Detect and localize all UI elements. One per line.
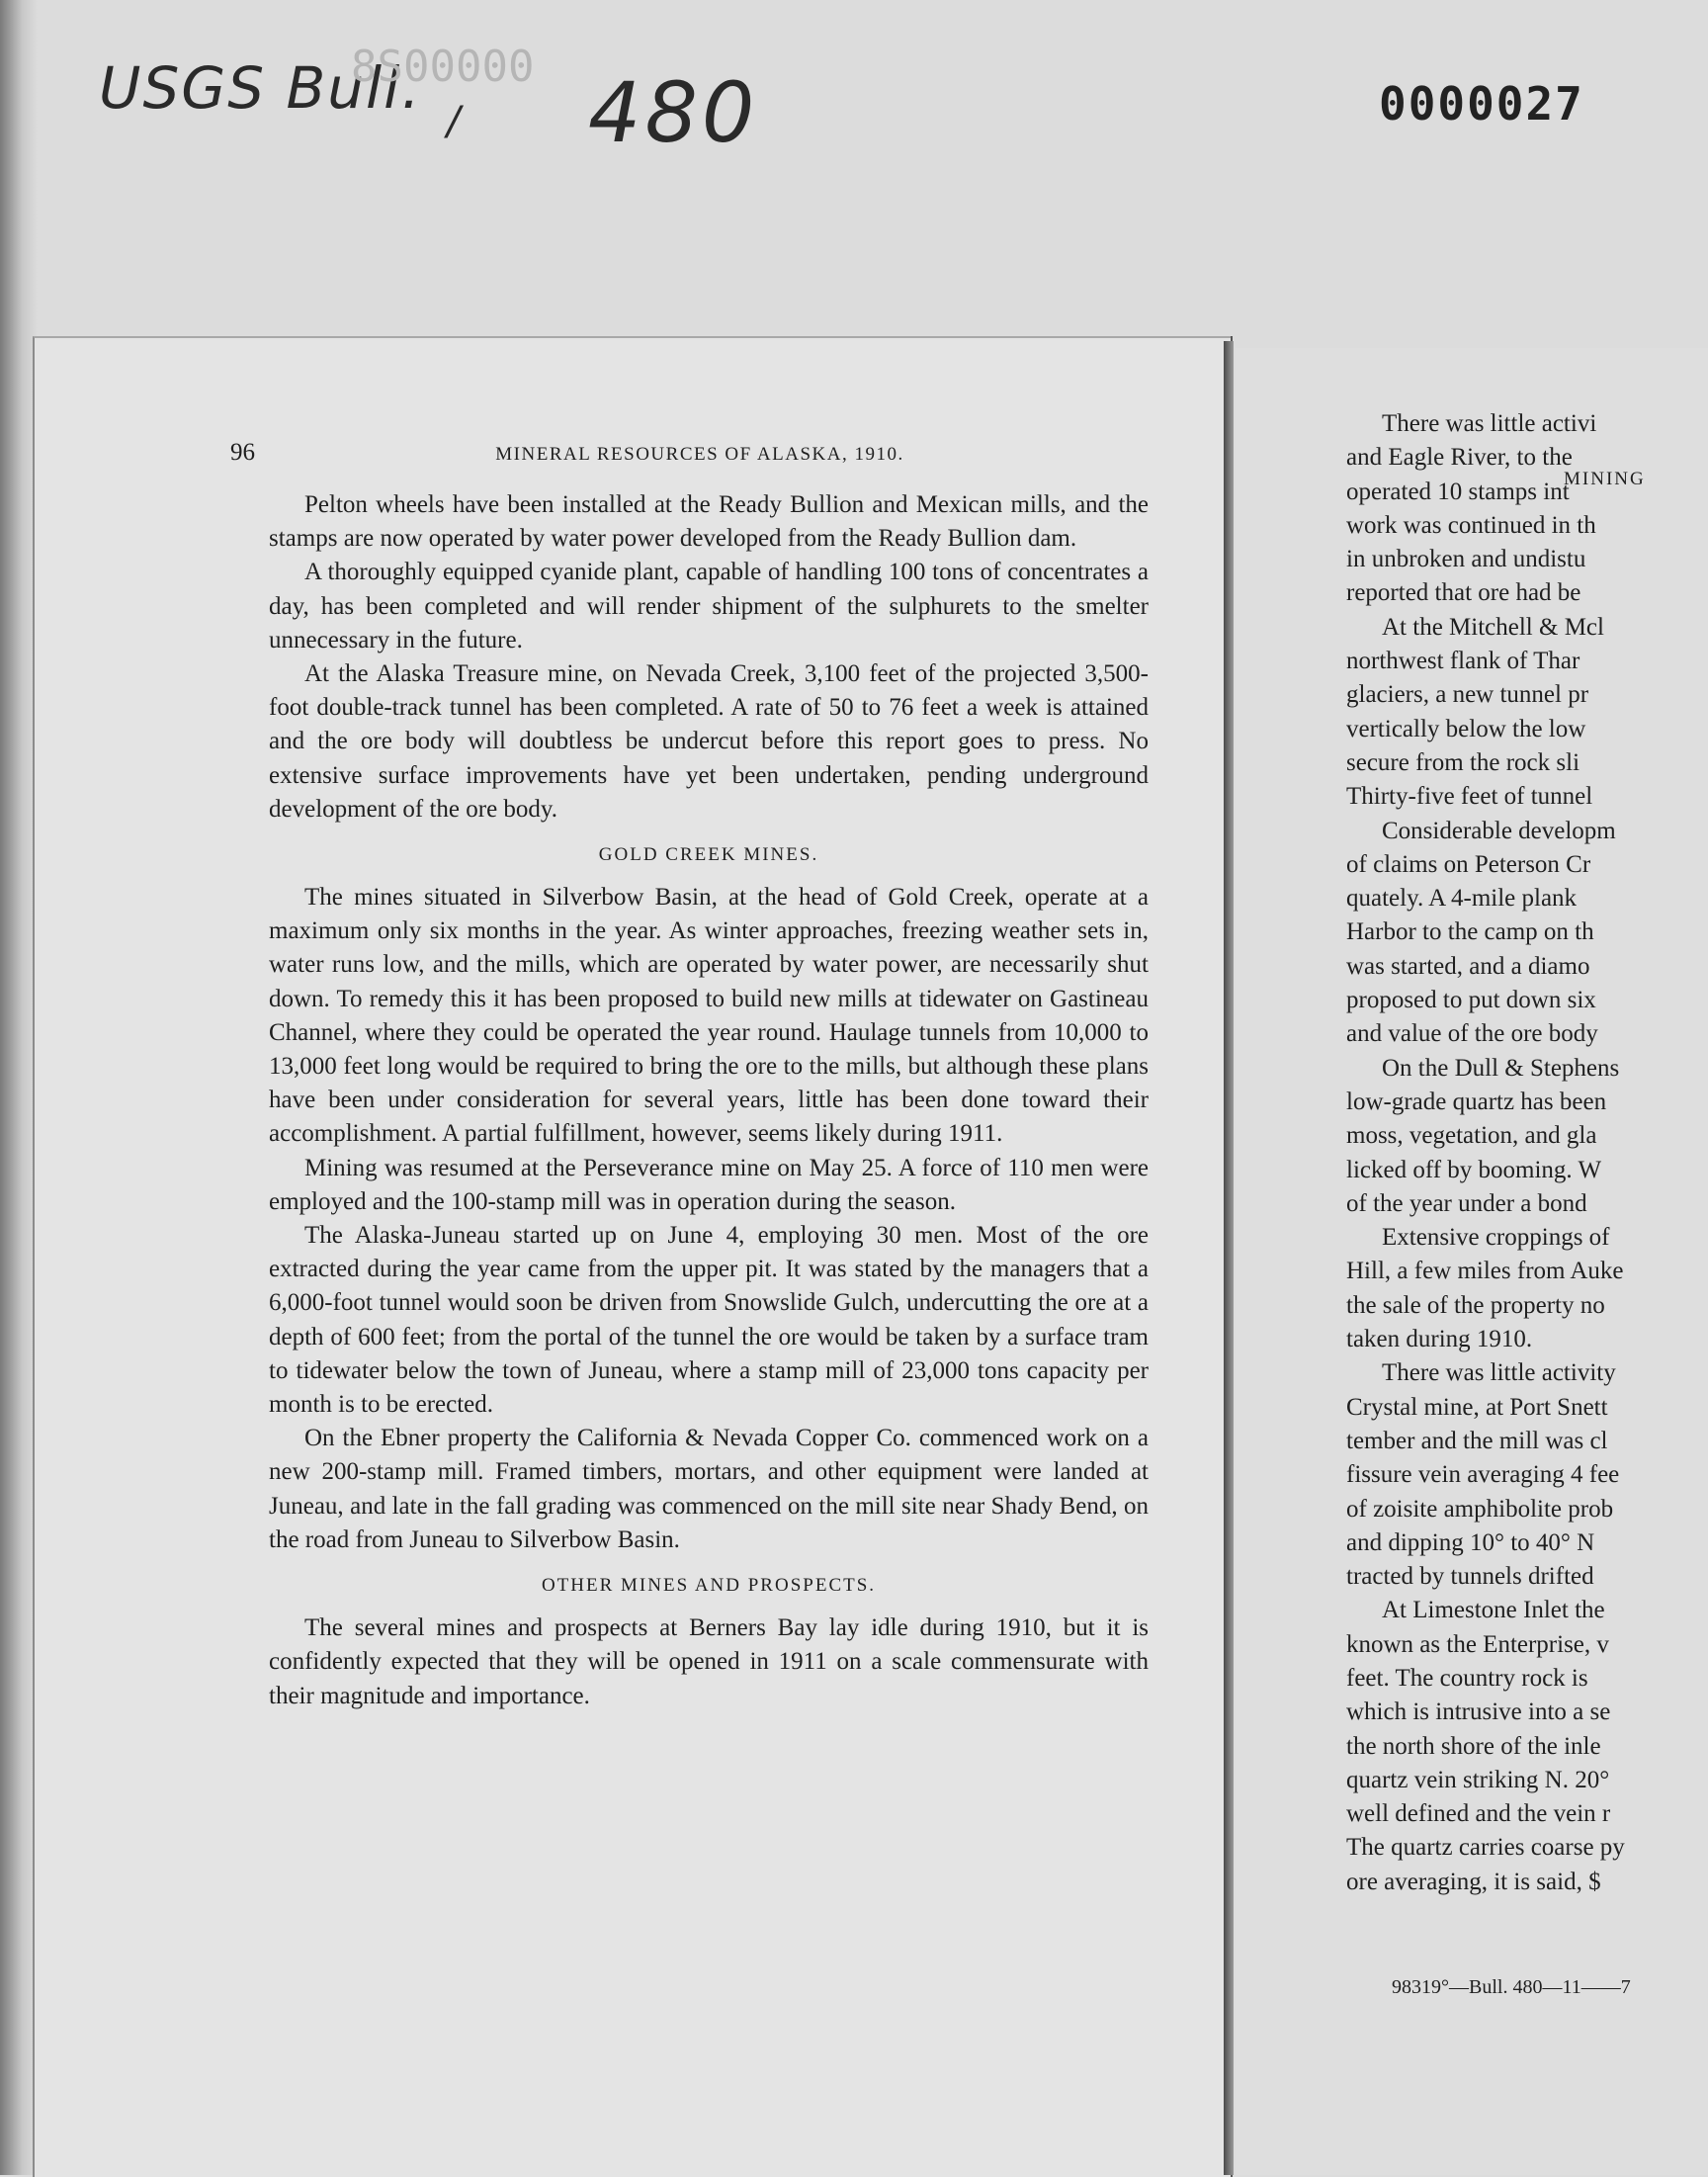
text-line: reported that ore had be [1346,579,1581,607]
text-line: Extensive croppings of [1382,1224,1610,1252]
right-page-body [1346,407,1708,1899]
handwritten-bulletin-number: 480 [588,64,759,161]
left-page [33,336,1231,2177]
paragraph: The mines situated in Silverbow Basin, at the head of Gold Creek, operate at a maximum only six months in the year. As winter approaches, freezing weather sets in, water runs low, and the mills, which are operated by water power, are necessarily shut down. To remedy this it has been proposed to build new mills at tidewater on Gastineau Channel, where they could be operated the year round. Haulage tunnels from 10,000 to 13,000 feet long would be required to bring the ore to the mills, but although these plans have been under consideration for several years, little has been done toward their accomplishment. A partial fulfillment, however, seems likely during 1911. [269,884,1149,1148]
text-line: There was little activity [1382,1359,1616,1387]
text-line: in unbroken and undistu [1346,546,1586,573]
text-line: work was continued in th [1346,511,1596,539]
signature-footer: 98319°—Bull. 480—11——7 [1392,1976,1631,1998]
text-line: moss, vegetation, and gla [1346,1122,1597,1150]
text-line: and value of the ore body [1346,1020,1598,1048]
left-page-body [269,488,1149,1713]
text-line: the sale of the property no [1346,1291,1605,1319]
text-line: tember and the mill was cl [1346,1427,1608,1454]
text-line: low-grade quartz has been [1346,1088,1607,1115]
handwritten-series-label: USGS Bull. [99,54,422,122]
paragraph: Mining was resumed at the Perseverance mine on May 25. A force of 110 men were employed and the 100-stamp mill was in operation during the season. [269,1154,1149,1215]
text-line: well defined and the vein r [1346,1800,1611,1828]
text-line: Harbor to the camp on th [1346,918,1594,946]
text-line: On the Dull & Stephens [1382,1054,1620,1082]
text-line: vertically below the low [1346,715,1586,742]
stamped-page-id: 0000027 [1379,77,1584,131]
text-line: ore averaging, it is said, $ [1346,1868,1601,1895]
book-gutter [1224,341,1234,2175]
text-line: and Eagle River, to the [1346,444,1573,472]
text-line: The quartz carries coarse py [1346,1834,1625,1862]
text-line: fissure vein averaging 4 fee [1346,1461,1620,1489]
text-line: of the year under a bond [1346,1189,1587,1217]
text-line: the north shore of the inle [1346,1732,1601,1760]
text-line: of zoisite amphibolite prob [1346,1495,1614,1523]
text-line: Considerable developm [1382,817,1616,844]
text-line: taken during 1910. [1346,1326,1533,1353]
section-heading: GOLD CREEK MINES. [598,844,819,866]
faint-stamp-number: 8S00000 [351,42,535,92]
text-line: and dipping 10° to 40° N [1346,1528,1595,1556]
text-line: proposed to put down six [1346,987,1596,1014]
text-line: At the Mitchell & Mcl [1382,613,1604,641]
handwritten-mark: / [447,99,461,144]
text-line: which is intrusive into a se [1346,1698,1611,1726]
page-number: 96 [230,439,255,466]
running-head: MINERAL RESOURCES OF ALASKA, 1910. [495,444,904,465]
paragraph: Pelton wheels have been installed at the Ready Bullion and Mexican mills, and the stamps are now operated by water power developed from the Ready Bullion dam. [269,491,1149,553]
text-line: Hill, a few miles from Auke [1346,1258,1624,1285]
paragraph: A thoroughly equipped cyanide plant, capable of handling 100 tons of concentrates a day, has been completed and will render shipment of the sulphurets to the smelter unnecessary in the future. [269,559,1149,653]
text-line: Thirty-five feet of tunnel [1346,783,1593,811]
text-line: There was little activi [1382,410,1597,437]
paragraph: At the Alaska Treasure mine, on Nevada Creek, 3,100 feet of the projected 3,500-foot double-track tunnel has been completed. A rate of 50 to 76 feet a week is attained and the ore body will doubtless be undercut before this report goes to press. No extensive surface improvements have yet been undertaken, pending underground development of the ore body. [269,660,1149,823]
text-line: of claims on Peterson Cr [1346,850,1591,878]
text-line: secure from the rock sli [1346,748,1580,776]
text-line: operated 10 stamps int [1346,478,1570,505]
text-line: Crystal mine, at Port Snett [1346,1393,1608,1421]
paragraph: The Alaska-Juneau started up on June 4, employing 30 men. Most of the ore extracted during the year came from the upper pit. It was stated by the managers that a 6,000-foot tunnel would soon be driven from Snowslide Gulch, undercutting the ore at a depth of 600 feet; from the portal of the tunnel the ore would be taken by a surface tram to tidewater below the town of Juneau, where a stamp mill of 23,000 tons capacity per month is to be erected. [269,1222,1149,1419]
text-line: feet. The country rock is [1346,1664,1588,1692]
right-running-head: MINING [1564,469,1646,489]
text-line: At Limestone Inlet the [1382,1597,1605,1624]
text-line: known as the Enterprise, v [1346,1630,1609,1658]
text-line: was started, and a diamo [1346,952,1590,980]
text-line: quartz vein striking N. 20° [1346,1766,1610,1793]
text-line: northwest flank of Thar [1346,648,1580,675]
text-line: tracted by tunnels drifted [1346,1563,1594,1591]
right-page [1236,348,1708,2175]
text-line: glaciers, a new tunnel pr [1346,681,1589,709]
paragraph: On the Ebner property the California & Nevada Copper Co. commenced work on a new 200-stamp mill. Framed timbers, mortars, and other equipment were landed at Juneau, and late in the fall grading was commenced on the mill site near Shady Bend, on the road from Juneau to Silverbow Basin. [269,1425,1149,1553]
text-line: quately. A 4-mile plank [1346,885,1578,913]
left-page-header [230,439,1100,467]
paragraph: The several mines and prospects at Berners Bay lay idle during 1910, but it is confidently expected that they will be opened in 1911 on a scale commensurate with their magnitude and importance. [269,1614,1149,1709]
section-heading: OTHER MINES AND PROSPECTS. [541,1575,877,1597]
text-line: licked off by booming. W [1346,1156,1602,1183]
